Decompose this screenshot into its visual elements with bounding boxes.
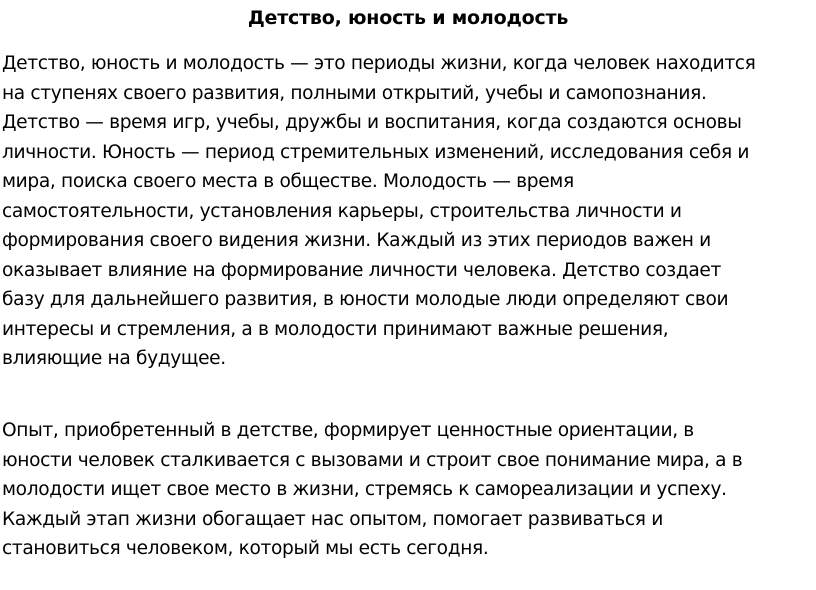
paragraph-line: Опыт, приобретенный в детстве, формирует ценностные ориентации, в bbox=[2, 420, 694, 441]
paragraph-line: становиться человеком, который мы есть сегодня. bbox=[2, 538, 489, 559]
paragraph-line: Детство, юность и молодость — это периоды жизни, когда человек находится bbox=[2, 53, 756, 74]
paragraph-line: влияющие на будущее. bbox=[2, 348, 226, 369]
paragraph-line: мира, поиска своего места в обществе. Молодость — время bbox=[2, 171, 574, 192]
paragraph-line: самостоятельности, установления карьеры, строительства личности и bbox=[2, 200, 682, 222]
paragraph-line: формирования своего видения жизни. Каждый из этих периодов важен и bbox=[2, 230, 711, 251]
paragraph-2 bbox=[2, 416, 814, 564]
paragraph-line: Детство — время игр, учебы, дружбы и воспитания, когда создаются основы bbox=[2, 112, 742, 133]
paragraph-line: Каждый этап жизни обогащает нас опытом, помогает развиваться и bbox=[2, 508, 663, 530]
paragraph-line: молодости ищет свое место в жизни, стремясь к самореализации и успеху. bbox=[2, 479, 727, 500]
paragraph-1 bbox=[2, 49, 814, 374]
paragraph-line: интересы и стремления, а в молодости принимают важные решения, bbox=[2, 318, 669, 340]
paragraph-line: юности человек сталкивается с вызовами и строит свое понимание мира, а в bbox=[2, 449, 743, 471]
paragraph-line: на ступенях своего развития, полными открытий, учебы и самопознания. bbox=[2, 82, 707, 104]
document-title: Детство, юность и молодость bbox=[247, 7, 569, 29]
paragraph-line: личности. Юность — период стремительных изменений, исследования себя и bbox=[2, 141, 750, 163]
paragraph-line: оказывает влияние на формирование личности человека. Детство создает bbox=[2, 259, 721, 281]
paragraph-line: базу для дальнейшего развития, в юности молодые люди определяют свои bbox=[2, 289, 729, 310]
